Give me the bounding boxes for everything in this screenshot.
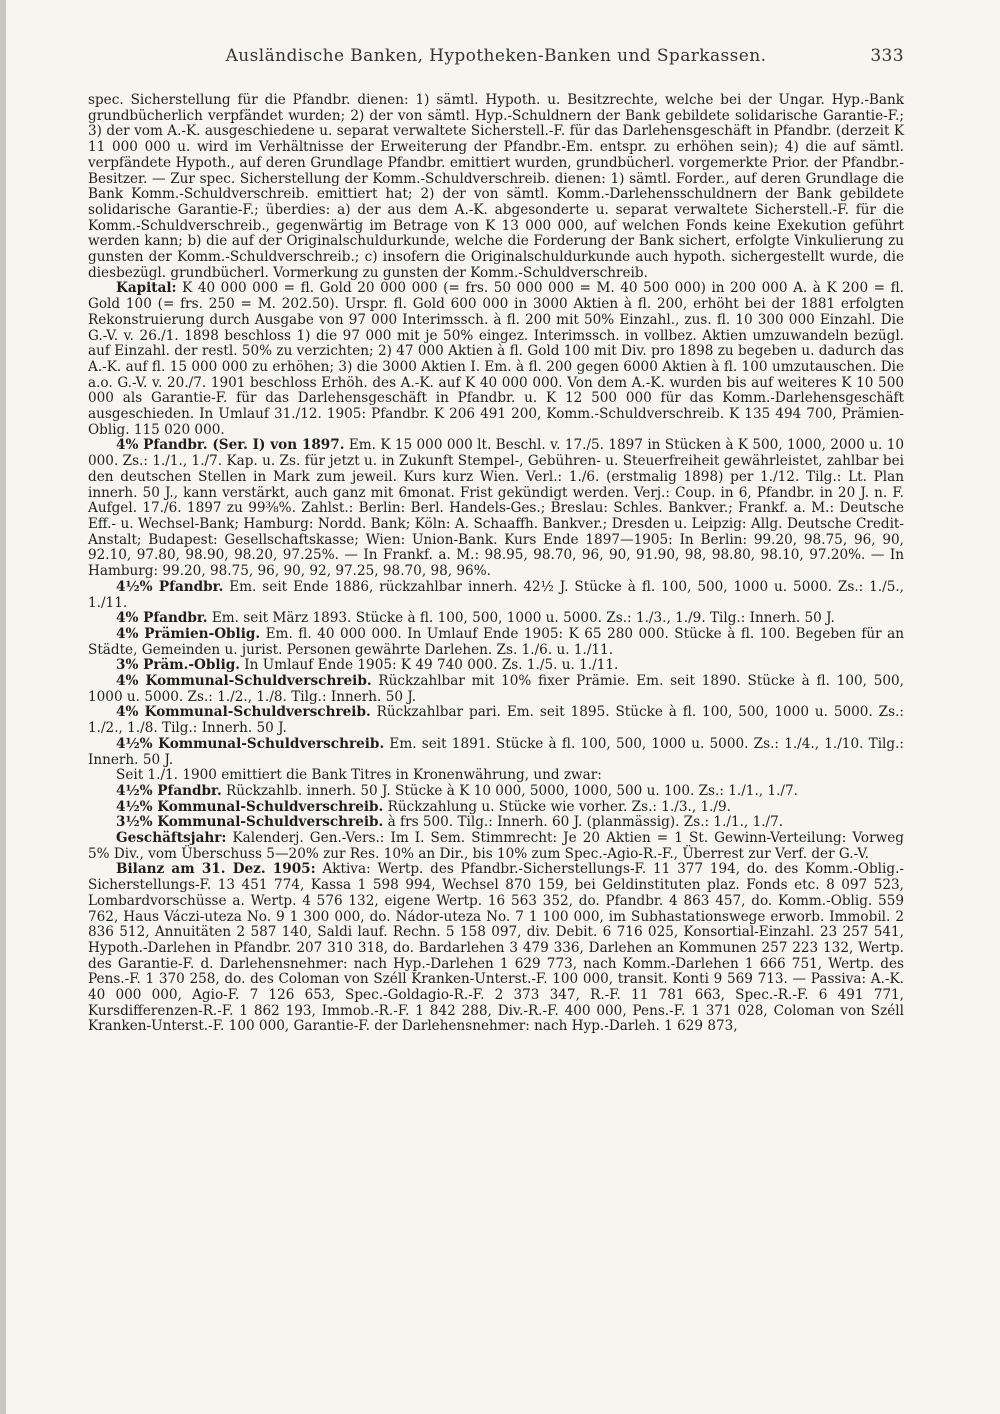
paragraph-geschaeftsjahr: Geschäftsjahr: Kalenderj. Gen.-Vers.: Im I. Sem. Stimmrecht: Je 20 Aktien = 1 St. Gewinn-Verteilung: Vorweg 5% Div., vom Überschuss 5—20% zur Res. 10% an Dir., bis 10% zum Spec.-Agio-R.-F., Überrest zur Verf. der G.-V. (88, 830, 904, 862)
paragraph-praem-oblig-3: 3% Präm.-Oblig. In Umlauf Ende 1905: K 49 740 000. Zs. 1./5. u. 1./11. (116, 657, 619, 674)
paragraph-kommunal-4-pari: 4% Kommunal-Schuldverschreib. Rückzahlbar pari. Em. seit 1895. Stücke à fl. 100, 500, 1000 u. 5000. Zs.: 1./2., 1./8. Tilg.: Innerh. 50 J. (88, 704, 904, 737)
paragraph-pfandbr-1897: 4% Pfandbr. (Ser. I) von 1897. Em. K 15 000 000 lt. Beschl. v. 17./5. 1897 in Stücken à K 500, 1000, 2000 u. 10 000. Zs.: 1./1., 1./7. Kap. u. Zs. für jetzt u. in Zukunft Stempel-, Gebühren- u. Steuerfreiheit gewährleistet, zahlbar bei den deutschen Stellen in Mark zum jeweil. Kurs kurz Wien. Verl.: 1./6. (erstmalig 1898) per 1./12. Tilg.: Lt. Plan innerh. 50 J., kann verstärkt, auch ganz mit 6monat. Frist gekündigt werden. Verj.: Coup. in 6, Pfandbr. in 20 J. n. F. Aufgel. 17./6. 1897 zu 99⅜%. Zahlst.: Berlin: Berl. Handels-Ges.; Breslau: Schles. Bankver.; Frankf. a. M.: Deutsche Eff.- u. Wechsel-Bank; Hamburg: Nordd. Bank; Köln: A. Schaaffh. Bankver.; Dresden u. Leipzig: Allg. Deutsche Credit-Anstalt; Budapest: Gesellschaftskasse; Wien: Union-Bank. Kurs Ende 1897—1905: In Berlin: 99.20, 98.75, 96, 90, 92.10, 97.80, 98.90, 98.20, 97.25%. — In Frankf. a. M.: 98.95, 98.70, 96, 90, 91.90, 98, 98.80, 98.10, 97.20%. — In Hamburg: 99.20, 98.75, 96, 90, 92, 97.25, 98.70, 98, 96%. (88, 437, 904, 580)
header-title: Ausländische Banken, Hypotheken-Banken und Sparkassen. (225, 46, 767, 66)
body-text (88, 93, 904, 1035)
paragraph-kommunal-krone: 4½% Kommunal-Schuldverschreib. Rückzahlung u. Stücke wie vorher. Zs.: 1./3., 1./9. (116, 798, 731, 815)
paragraph-kapital: Kapital: K 40 000 000 = fl. Gold 20 000 000 (= frs. 50 000 000 = M. 40 500 000) in 200 000 A. à K 200 = fl. Gold 100 (= frs. 250 = M. 202.50). Urspr. fl. Gold 600 000 in 3000 Aktien à fl. 200, erhöht bei der 1881 erfolgten Rekonstruierung durch Ausgabe von 97 000 Interimssch. à fl. 200 mit 50% Einzahl., zus. fl. 10 300 000 Einzahl. Die G.-V. v. 26./1. 1898 beschloss 1) die 97 000 mit je 50% eingez. Interimssch. in vollbez. Aktien umzuwandeln bezügl. auf Einzahl. der restl. 50% zu verzichten; 2) 47 000 Aktien à fl. Gold 100 mit Div. pro 1898 zu begeben u. dadurch das A.-K. auf fl. 15 000 000 zu erhöhen; 3) die 3000 Aktien I. Em. à fl. 200 gegen 6000 Aktien à fl. 100 umzutauschen. Die a.o. G.-V. v. 20./7. 1901 beschloss Erhöh. des A.-K. auf K 40 000 000. Von dem A.-K. wurden bis auf weiteres K 10 500 000 als Garantie-F. für das Darlehensgeschäft in Pfandbr. u. K 12 500 000 für das Komm.-Darlehensgeschäft ausgeschieden. In Umlauf 31./12. 1905: Pfandbr. K 206 491 200, Komm.-Schuldverschreib. K 135 494 700, Prämien-Oblig. 115 020 000. (88, 280, 904, 438)
page-number: 333 (870, 46, 904, 66)
paragraph-kommunal-4-praemie: 4% Kommunal-Schuldverschreib. Rückzahlbar mit 10% fixer Prämie. Em. seit 1890. Stücke à fl. 100, 500, 1000 u. 5000. Zs.: 1./2., 1./8. Tilg.: Innerh. 50 J. (88, 673, 904, 705)
running-header (88, 46, 904, 72)
paragraph-pfandbr-krone: 4½% Pfandbr. Rückzahlb. innerh. 50 J. Stücke à K 10 000, 5000, 1000, 500 u. 100. Zs.: 1./1., 1./7. (116, 782, 798, 799)
page-edge-shadow (0, 0, 6, 1414)
paragraph-praemien-oblig: 4% Prämien-Oblig. Em. fl. 40 000 000. In Umlauf Ende 1905: K 65 280 000. Stücke à fl. 100. Begeben für an Städte, Gemeinden u. jurist. Personen gewährte Darlehen. Zs. 1./6. u. 1./11. (88, 625, 904, 658)
paragraph-bilanz: Bilanz am 31. Dez. 1905: Aktiva: Wertp. des Pfandbr.-Sicherstellungs-F. 11 377 194, do. des Komm.-Oblig.-Sicherstellungs-F. 13 451 774, Kassa 1 598 994, Wechsel 870 159, bei Geldinstituten plaz. Fonds etc. 8 097 523, Lombardvorschüsse a. Wertp. 4 576 132, eigene Wertp. 16 563 352, do. Pfandbr. 4 863 457, do. Komm.-Oblig. 559 762, Haus Váczi-uteza No. 9 1 300 000, do. Nádor-uteza No. 7 1 100 000, im Subhastationswege erworb. Immobil. 2 836 512, Annuitäten 2 587 140, Saldi lauf. Rechn. 5 158 097, div. Debit. 6 716 025, Konsortial-Einzahl. 23 257 541, Hypoth.-Darlehen in Pfandbr. 207 310 318, do. Bardarlehen 3 479 336, Darlehen an Kommunen 257 223 132, Wertp. des Garantie-F. d. Darlehensnehmer: nach Hyp.-Darlehen 1 629 773, nach Komm.-Darlehen 1 666 751, Wertp. des Pens.-F. 1 370 258, do. des Coloman von Széll Kranken-Unterst.-F. 100 000, transit. Konti 9 569 713. — Passiva: A.-K. 40 000 000, Agio-F. 7 126 653, Spec.-Goldagio-R.-F. 2 373 347, R.-F. 11 781 663, Spec.-R.-F. 6 491 771, Kursdifferenzen-R.-F. 1 862 193, Immob.-R.-F. 1 842 288, Div.-R.-F. 400 000, Pens.-F. 1 371 028, Coloman von Széll Kranken-Unterst.-F. 100 000, Garantie-F. der Darlehensnehmer: nach Hyp.-Darleh. 1 629 873, (88, 861, 904, 1035)
paragraph-sicherstellung: spec. Sicherstellung für die Pfandbr. dienen: 1) sämtl. Hypoth. u. Besitzrechte, welche bei der Ungar. Hyp.-Bank grundbücherlich verpfändet wurden; 2) der von sämtl. Hyp.-Schuldnern der Bank gebildete solidarische Garantie-F.; 3) der vom A.-K. ausgeschiedene u. separat verwaltete Sicherstell.-F. für das Darlehensgeschäft in Pfandbr. (derzeit K 11 000 000 u. wird im Verhältnisse der Erweiterung der Pfandbr.-Em. entspr. zu erhöhen sein); 4) die auf sämtl. verpfändete Hypoth., auf deren Grundlage Pfandbr. emittiert wurden, grundbücherl. vorgemerkte Prior. der Pfandbr.-Besitzer. — Zur spec. Sicherstellung der Komm.-Schuldverschreib. dienen: 1) sämtl. Forder., auf deren Grundlage die Bank Komm.-Schuldverschreib. emittiert hat; 2) der von sämtl. Komm.-Darlehensschuldnern der Bank gebildete solidarische Garantie-F.; überdies: a) der aus dem A.-K. abgesonderte u. separat verwaltete Sicherstell.-F. für die Komm.-Schuldverschreib., gegenwärtig im Betrage von K 13 000 000, auf welchen Fonds keine Exekution geführt werden kann; b) die auf der Originalschuldurkunde, welche die Forderung der Bank sichert, erfolgte Vinkulierung zu gunsten der Komm.-Schuldverschreib.; c) insofern die Originalschuldurkunde auch hypoth. sichergestellt wurde, die diesbezügl. grundbücherl. Vormerkung zu gunsten der Komm.-Schuldverschreib. (88, 92, 904, 281)
paragraph-pfandbr-4-5: 4½% Pfandbr. Em. seit Ende 1886, rückzahlbar innerh. 42½ J. Stücke à fl. 100, 500, 1000 u. 5000. Zs.: 1./5., 1./11. (88, 578, 904, 611)
paragraph-kronenwaehrung: Seit 1./1. 1900 emittiert die Bank Titres in Kronenwährung, und zwar: (116, 767, 602, 784)
paragraph-kommunal-3-5: 3½% Kommunal-Schuldverschreib. à frs 500. Tilg.: Innerh. 60 J. (planmässig). Zs.: 1./1., 1./7. (116, 814, 784, 831)
paragraph-pfandbr-4: 4% Pfandbr. Em. seit März 1893. Stücke à fl. 100, 500, 1000 u. 5000. Zs.: 1./3., 1./9. Tilg.: Innerh. 50 J. (116, 610, 835, 627)
paragraph-kommunal-4-5: 4½% Kommunal-Schuldverschreib. Em. seit 1891. Stücke à fl. 100, 500, 1000 u. 5000. Zs.: 1./4., 1./10. Tilg.: Innerh. 50 J. (88, 735, 904, 768)
